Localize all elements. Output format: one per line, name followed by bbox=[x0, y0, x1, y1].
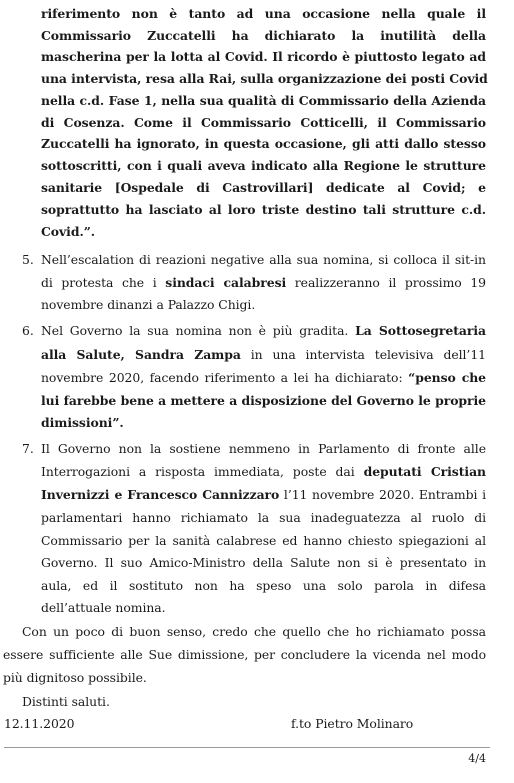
closing-line: più dignitoso possibile. bbox=[3, 670, 147, 685]
list-item-line: novembre dinanzi a Palazzo Chigi. bbox=[41, 297, 256, 312]
list-item-line: dell’attuale nomina. bbox=[41, 600, 166, 615]
quote-line: Covid.”. bbox=[41, 224, 96, 239]
list-item-line: Nel Governo la sua nomina non è più gradita. La Sottosegretaria bbox=[41, 323, 486, 338]
quote-line: sanitarie [Ospedale di Castrovillari] dedicate al Covid; e bbox=[41, 180, 486, 195]
quote-line: di Cosenza. Come il Commissario Cotticelli, il Commissario bbox=[41, 115, 486, 130]
quote-line: nella c.d. Fase 1, nella sua qualità di Commissario della Azienda bbox=[41, 93, 486, 108]
list-number: 6. bbox=[22, 323, 34, 338]
list-item-line: Invernizzi e Francesco Cannizzaro l’11 novembre 2020. Entrambi i bbox=[41, 487, 486, 502]
list-item-line: Commissario per la sanità calabrese ed hanno chiesto spiegazioni al bbox=[41, 533, 486, 548]
list-item-line: Interrogazioni a risposta immediata, poste dai deputati Cristian bbox=[41, 464, 487, 479]
list-item-line: alla Salute, Sandra Zampa in una intervista televisiva dell’11 bbox=[41, 347, 486, 362]
list-number: 7. bbox=[22, 441, 34, 456]
list-item-line: Governo. Il suo Amico-Ministro della Salute non si è presentato in bbox=[41, 555, 486, 570]
quote-line: sottoscritti, con i quali aveva indicato alla Regione le strutture bbox=[41, 158, 486, 173]
date: 12.11.2020 bbox=[4, 716, 75, 731]
quote-line: Zuccatelli ha ignorato, in questa occasione, gli atti dallo stesso bbox=[41, 136, 486, 151]
quote-line: soprattutto ha lasciato al loro triste destino tali strutture c.d. bbox=[41, 202, 486, 217]
quote-line: mascherina per la lotta al Covid. Il ricordo è piuttosto legato ad bbox=[41, 49, 486, 64]
quote-line: Commissario Zuccatelli ha dichiarato la inutilità della bbox=[41, 28, 486, 43]
list-item-line: parlamentari hanno richiamato la sua inadeguatezza al ruolo di bbox=[41, 510, 486, 525]
list-item-line: novembre 2020, facendo riferimento a lei ha dichiarato: “penso che bbox=[41, 370, 486, 385]
list-item-line: di protesta che i sindaci calabresi realizzeranno il prossimo 19 bbox=[41, 275, 486, 290]
signature: f.to Pietro Molinaro bbox=[291, 716, 414, 731]
greeting: Distinti saluti. bbox=[22, 694, 110, 709]
quote-line: una intervista, resa alla Rai, sulla organizzazione dei posti Covid bbox=[41, 71, 488, 86]
list-number: 5. bbox=[22, 252, 34, 267]
footer-divider bbox=[4, 747, 490, 748]
list-item-line: Il Governo non la sostiene nemmeno in Parlamento di fronte alle bbox=[41, 441, 486, 456]
list-item-line: lui farebbe bene a mettere a disposizione del Governo le proprie bbox=[41, 393, 486, 408]
closing-line: Con un poco di buon senso, credo che quello che ho richiamato possa bbox=[22, 624, 486, 639]
list-item-line: dimissioni”. bbox=[41, 415, 124, 430]
quote-line: riferimento non è tanto ad una occasione nella quale il bbox=[41, 6, 486, 21]
list-item-line: Nell’escalation di reazioni negative alla sua nomina, si colloca il sit-in bbox=[41, 252, 486, 267]
list-item-line: aula, ed il sostituto non ha speso una solo parola in difesa bbox=[41, 578, 486, 593]
page-number: 4/4 bbox=[468, 752, 486, 765]
closing-line: essere sufficiente alle Sue dimissione, per concludere la vicenda nel modo bbox=[3, 647, 486, 662]
